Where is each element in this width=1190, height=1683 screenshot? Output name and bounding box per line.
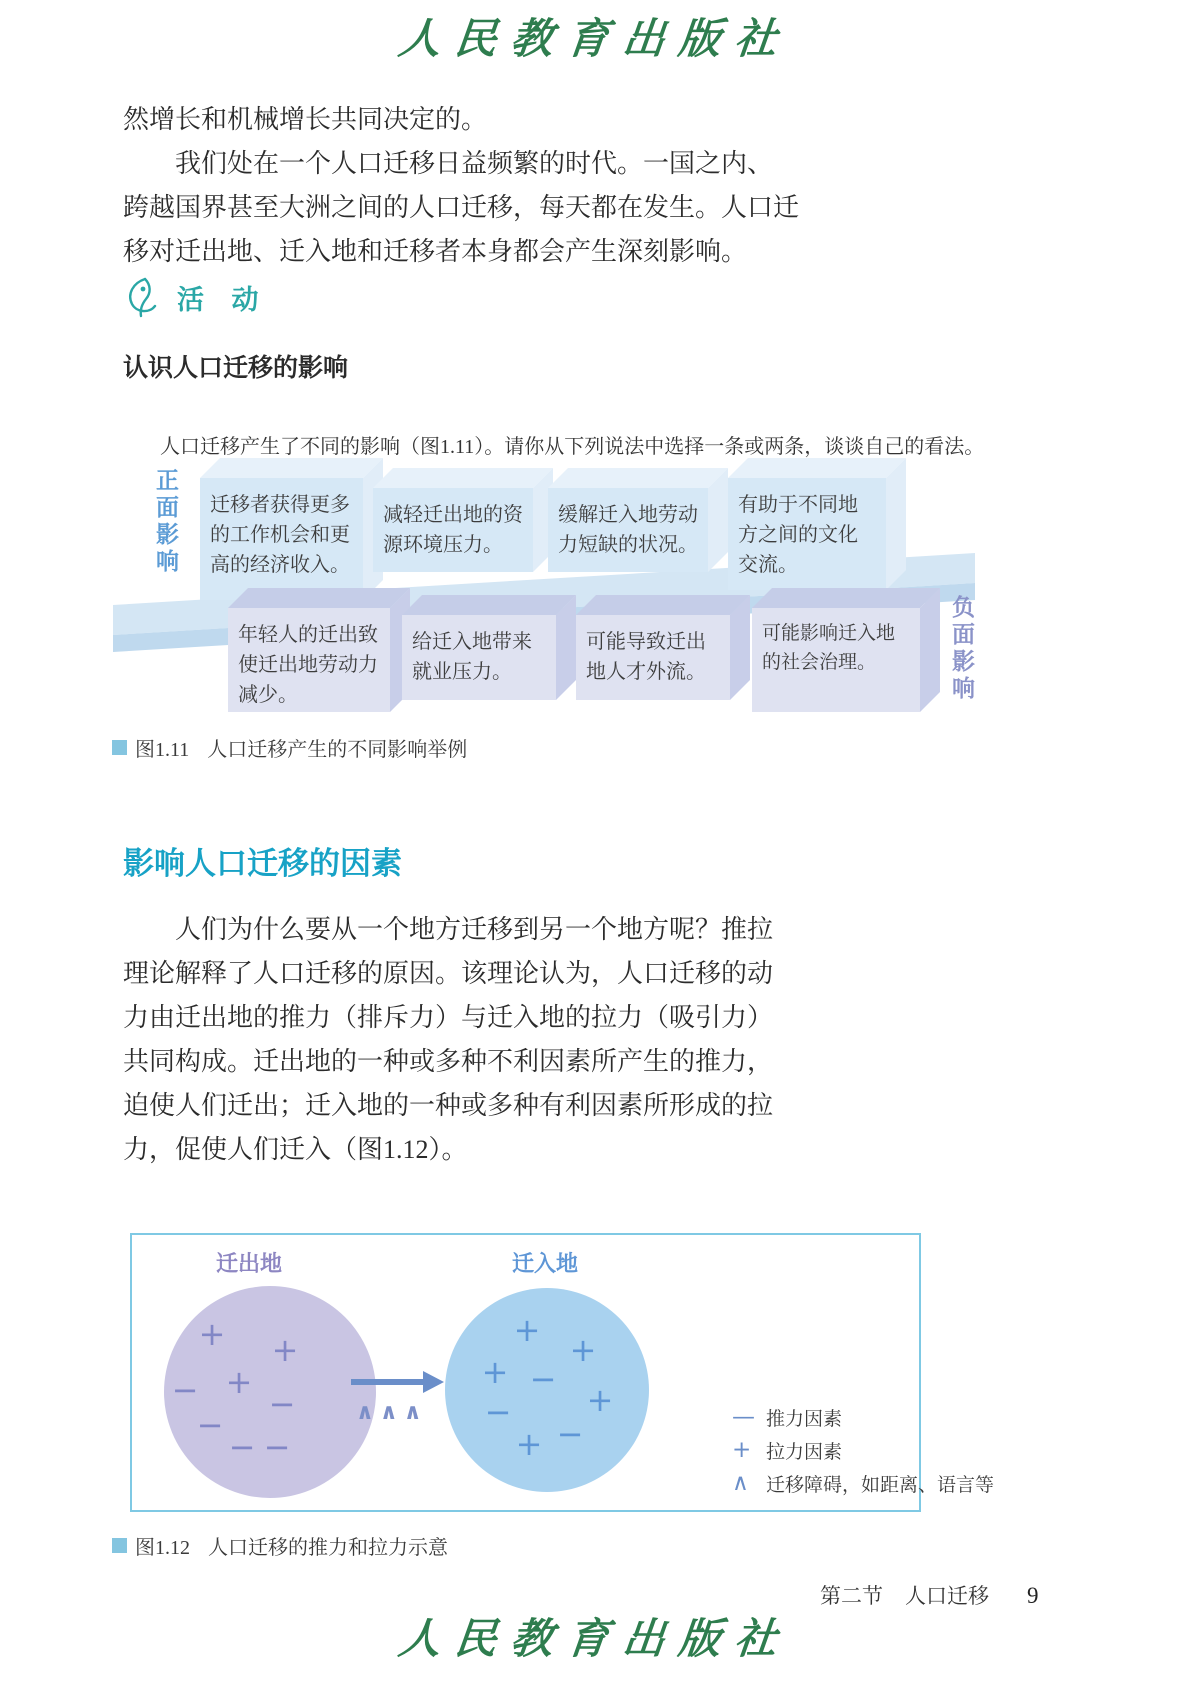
migration-arrow <box>347 1366 447 1398</box>
legend-item-push <box>732 1405 994 1430</box>
pull-factor-icon: + <box>732 1437 752 1463</box>
caption-square-icon <box>112 1538 127 1553</box>
push-pull-symbol: − <box>263 1428 291 1466</box>
impact-box-positive-4 <box>728 478 886 590</box>
activity-prompt: 人口迁移产生了不同的影响（图1.11）。请你从下列说法中选择一条或两条，谈谈自己的看法。 <box>160 436 985 458</box>
activity-icon <box>125 276 163 318</box>
activity-heading: 认识人口迁移的影响 <box>123 355 349 382</box>
push-pull-symbol: − <box>171 1371 199 1409</box>
body-paragraphs-push-pull <box>123 908 773 1172</box>
push-pull-symbol: + <box>198 1315 226 1353</box>
body-line: 力，促使人们迁入（图1.12）。 <box>123 1135 468 1164</box>
impact-box-negative-1 <box>228 608 390 712</box>
figure-1-12 <box>130 1233 995 1512</box>
body-line: 力由迁出地的推力（排斥力）与迁入地的拉力（吸引力） <box>123 1003 774 1032</box>
caption-square-icon <box>112 740 127 755</box>
body-line: 理论解释了人口迁移的原因。该理论认为，人口迁移的动 <box>123 959 774 988</box>
body-line: 我们处在一个人口迁移日益频繁的时代。一国之内、 <box>175 149 774 178</box>
box-side-face <box>920 588 940 712</box>
push-pull-symbol: − <box>556 1415 584 1453</box>
caption-figure-number: 图1.11 <box>135 739 190 761</box>
footer-chapter-title: 人口迁移 <box>905 1584 989 1608</box>
impact-box-negative-4 <box>752 608 920 712</box>
impact-box-negative-2 <box>402 615 556 700</box>
origin-area-label: 迁出地 <box>216 1251 283 1276</box>
impact-text: 可能影响迁入地的社会治理。 <box>762 623 896 673</box>
push-pull-symbol: + <box>481 1353 509 1391</box>
impact-box-positive-1 <box>200 478 363 600</box>
destination-area-label: 迁入地 <box>512 1251 579 1276</box>
impact-text: 有助于不同地方之间的文化交流。 <box>738 494 858 576</box>
impact-box-negative-3 <box>576 615 730 700</box>
activity-header <box>125 276 269 318</box>
legend-label: 迁移障碍，如距离、语言等 <box>766 1475 995 1496</box>
box-top-face <box>228 588 410 608</box>
impact-text: 给迁入地带来就业压力。 <box>412 631 532 683</box>
legend-label: 推力因素 <box>766 1409 843 1430</box>
activity-label: 活 动 <box>177 284 269 315</box>
legend-label: 拉力因素 <box>766 1442 843 1463</box>
push-pull-symbol: + <box>569 1331 597 1369</box>
impact-text: 年轻人的迁出致使迁出地劳动力减少。 <box>238 624 378 706</box>
legend-item-barrier <box>732 1471 994 1496</box>
push-pull-symbol: − <box>228 1428 256 1466</box>
impact-box-positive-2 <box>373 488 533 572</box>
push-pull-symbol: − <box>484 1393 512 1431</box>
body-line: 然增长和机械增长共同决定的。 <box>123 105 488 134</box>
impact-text: 减轻迁出地的资源环境压力。 <box>383 504 523 556</box>
impact-box-positive-3 <box>548 488 708 572</box>
impact-text: 迁移者获得更多的工作机会和更高的经济收入。 <box>210 494 350 576</box>
push-pull-symbol: + <box>515 1425 543 1463</box>
body-line: 共同构成。迁出地的一种或多种不利因素所产生的推力， <box>123 1047 774 1076</box>
box-top-face <box>548 468 728 488</box>
page-number: 9 <box>1027 1583 1039 1608</box>
box-top-face <box>402 595 576 615</box>
body-line: 人们为什么要从一个地方迁移到另一个地方呢？推拉 <box>175 915 774 944</box>
caption-text: 人口迁移产生的不同影响举例 <box>207 739 468 761</box>
barrier-chevrons: ∧∧∧ <box>356 1400 428 1425</box>
publisher-logo-bottom: 人民教育出版社 <box>396 1614 794 1663</box>
negative-impact-label: 负面影响 <box>949 595 975 703</box>
push-pull-symbol: − <box>268 1385 296 1423</box>
impact-text: 缓解迁入地劳动力短缺的状况。 <box>558 504 698 556</box>
body-paragraphs-top <box>123 98 799 274</box>
figure-1-12-caption <box>112 1531 448 1560</box>
push-pull-symbol: − <box>196 1406 224 1444</box>
positive-impact-label: 正面影响 <box>153 468 179 576</box>
push-pull-symbol: + <box>513 1311 541 1349</box>
body-line: 移对迁出地、迁入地和迁移者本身都会产生深刻影响。 <box>123 237 748 266</box>
box-top-face <box>752 588 940 608</box>
barrier-icon: ∧ <box>732 1470 749 1496</box>
footer-section: 第二节 <box>820 1584 883 1608</box>
box-top-face <box>576 595 750 615</box>
push-pull-symbol: + <box>225 1363 253 1401</box>
body-line: 跨越国界甚至大洲之间的人口迁移，每天都在发生。人口迁 <box>123 193 800 222</box>
legend-item-pull <box>732 1438 994 1463</box>
impact-text: 可能导致迁出地人才外流。 <box>586 631 706 683</box>
push-pull-symbol: + <box>586 1381 614 1419</box>
figure-legend <box>732 1405 994 1496</box>
figure-1-11-caption <box>112 733 467 762</box>
caption-text: 人口迁移的推力和拉力示意 <box>208 1537 448 1559</box>
box-top-face <box>373 468 553 488</box>
section-heading: 影响人口迁移的因素 <box>123 846 402 881</box>
publisher-logo-top: 人民教育出版社 <box>396 14 794 63</box>
box-top-face <box>200 458 383 478</box>
push-pull-symbol: + <box>271 1331 299 1369</box>
box-side-face <box>886 458 906 590</box>
box-top-face <box>728 458 906 478</box>
push-pull-symbol: − <box>529 1360 557 1398</box>
body-line: 迫使人们迁出；迁入地的一种或多种有利因素所形成的拉 <box>123 1091 774 1120</box>
caption-figure-number: 图1.12 <box>135 1537 190 1559</box>
push-factor-icon: — <box>732 1404 755 1430</box>
figure-1-11 <box>108 450 1008 742</box>
